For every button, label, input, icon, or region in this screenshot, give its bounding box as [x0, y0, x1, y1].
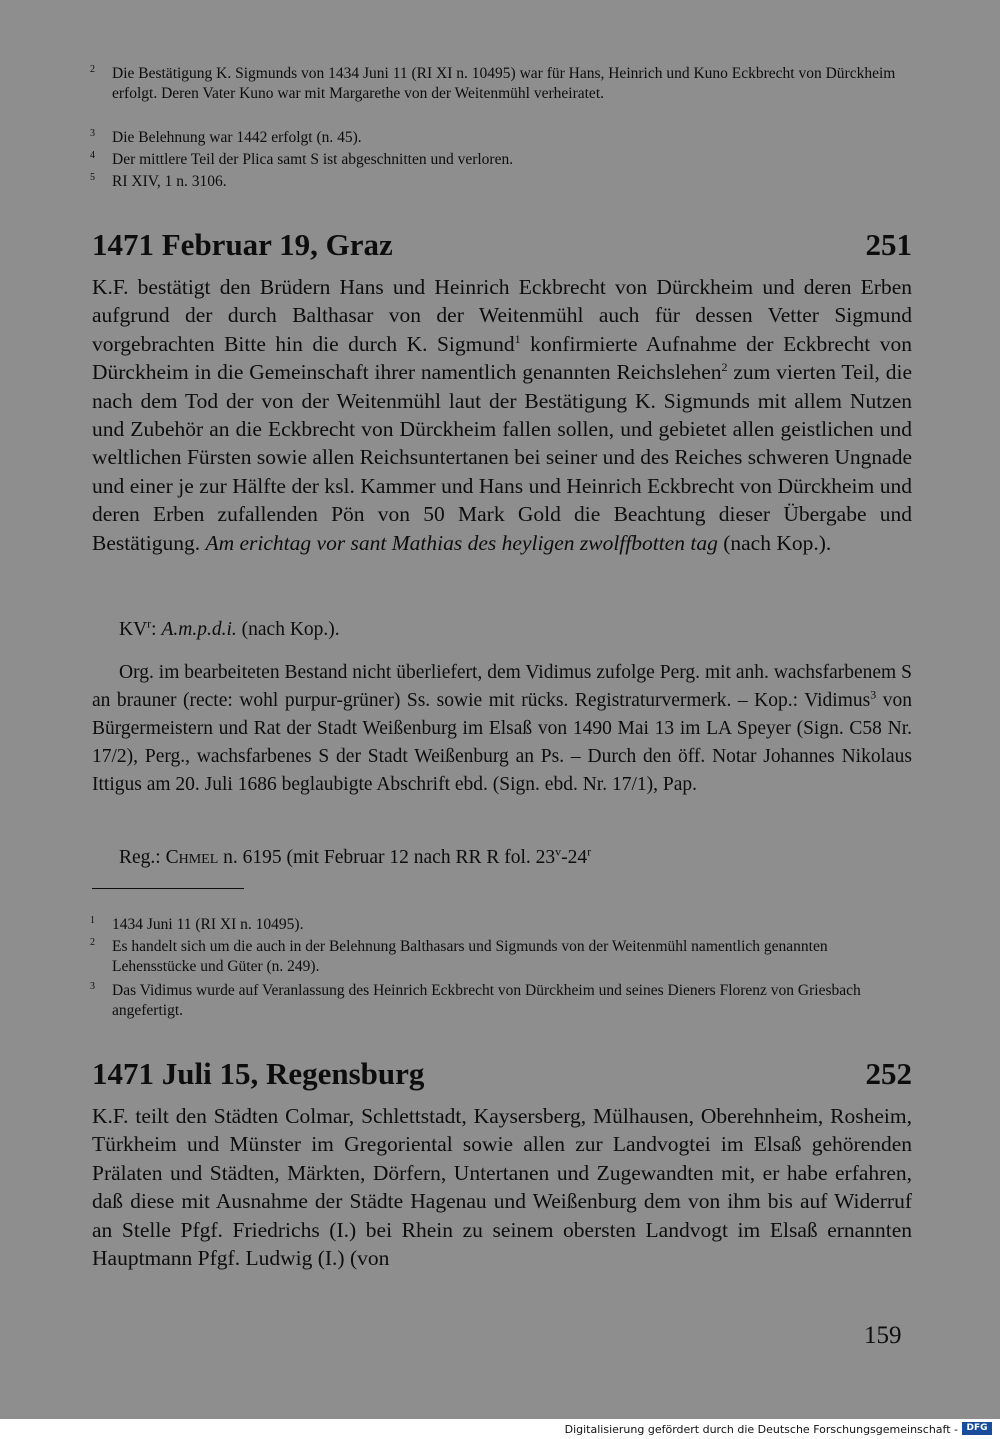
entry-number: 252 — [865, 1056, 912, 1091]
kv-colon: : — [151, 619, 162, 640]
footnote-text: Es handelt sich um die auch in der Belehnung Balthasars und Sigmunds von der Weitenmühl namentlich genannten Lehensstücke und Güter (n. 249). — [112, 938, 828, 975]
footnote-text: 1434 Juni 11 (RI XI n. 10495). — [112, 916, 304, 933]
entry-number: 251 — [865, 227, 912, 262]
kv-sup: r — [147, 616, 152, 631]
footnote-text: Das Vidimus wurde auf Veranlassung des Heinrich Eckbrecht von Dürckheim und seines Dieners Florenz von Griesbach angefertigt. — [112, 982, 861, 1019]
kv-rest: (nach Kop.). — [236, 619, 340, 640]
footnote-ref: 1 — [514, 331, 521, 346]
dating-clause: Am erichtag vor sant Mathias des heyligen zwolffbotten tag — [205, 530, 718, 555]
entry-date-place: 1471 Juli 15, Regensburg — [92, 1056, 425, 1091]
kv-italic: A.m.p.d.i. — [161, 619, 237, 640]
footnote — [90, 915, 912, 935]
footnote — [90, 128, 912, 148]
abstract-text: zum vierten Teil, die nach dem Tod der von der Weitenmühl laut der Bestätigung K. Sigmunds mit allem Nutzen und Zubehör an die Eckbrecht von Dürckheim fallen sollen, und gebietet allen geistlichen und weltlichen Fürsten sowie allen Reichsuntertanen bei seiner und des Reiches schweren Ungnade und einer je zur Hälfte der ksl. Kammer und Hans und Heinrich Eckbrecht von Dürckheim und deren Erben zufallenden Pön von 50 Mark Gold die Beachtung dieser Übergabe und Bestätigung. — [92, 360, 912, 555]
footnote-mark: 3 — [90, 128, 95, 139]
footnote-text: Die Belehnung war 1442 erfolgt (n. 45). — [112, 129, 362, 146]
footnote-mark: 2 — [90, 937, 95, 948]
reg-label: Reg.: — [119, 847, 166, 868]
reg-sup: v — [555, 844, 562, 859]
footnote-mark: 1 — [90, 915, 95, 926]
abstract-text: K.F. teilt den Städten Colmar, Schlettstadt, Kaysersberg, Mülhausen, Oberehnheim, Rosheim, Türkheim und Münster im Gregoriental sowie allen zur Landvogtei im Elsaß gehörenden Prälaten und Städten, Märkten, Dörfern, Untertanen und Zugewandten mit, er habe erfahren, daß diese mit Ausnahme der Städte Hagenau und Weißenburg dem von ihm bis auf Widerruf an Stelle Pfgf. Friedrichs (I.) bei Rhein zu seinem obersten Landvogt im Elsaß ernannten Hauptmann Pfgf. Ludwig (I.) (von — [92, 1104, 912, 1271]
footnote — [90, 981, 912, 1021]
abstract-text: (nach Kop.). — [717, 530, 832, 555]
footnote-text: Die Bestätigung K. Sigmunds von 1434 Juni 11 (RI XI n. 10495) war für Hans, Heinrich und Kuno Eckbrecht von Dürckheim erfolgt. Deren Vater Kuno war mit Margarethe von der Weitenmühl verheiratet. — [112, 65, 896, 102]
reg-sup: r — [587, 844, 592, 859]
entry-abstract — [92, 273, 912, 557]
tradition-text: Org. im bearbeiteten Bestand nicht überliefert, dem Vidimus zufolge Perg. mit anh. wachsfarbenem S an brauner (recte: wohl purpur-grüner) Ss. sowie mit rücks. Registraturvermerk. – Kop.: Vidimus — [92, 662, 912, 711]
footnote-mark: 4 — [90, 150, 95, 161]
reg-author: Chmel — [165, 847, 219, 868]
reg-text: n. 6195 (mit Februar 12 nach RR R fol. 23 — [218, 847, 556, 868]
kv-label: KV — [119, 619, 148, 640]
footnote — [90, 172, 912, 192]
dfg-logo: DFG — [962, 1422, 992, 1435]
page-number: 159 — [864, 1322, 902, 1349]
footnote — [90, 937, 912, 977]
reg-text: -24 — [561, 847, 588, 868]
footnote-ref: 3 — [870, 687, 877, 702]
entry-heading — [92, 227, 912, 263]
regest-reference — [92, 844, 912, 872]
entry-abstract — [92, 1102, 912, 1272]
footnote — [90, 64, 912, 104]
footer-text: Digitalisierung gefördert durch die Deutsche Forschungsgemeinschaft - — [564, 1423, 958, 1436]
footnote-text: Der mittlere Teil der Plica samt S ist abgeschnitten und verloren. — [112, 151, 514, 168]
footnote-mark: 5 — [90, 172, 95, 183]
footnote-mark: 3 — [90, 981, 95, 992]
footnote-divider — [92, 888, 244, 889]
abstract-text: konfirmierte Aufnahme der Eckbrecht von Dürckheim in die Gemeinschaft ihrer namentlich genannten Reichslehen — [92, 331, 912, 385]
footnote — [90, 150, 912, 170]
tradition-note — [92, 659, 912, 799]
abstract-text: K.F. bestätigt den Brüdern Hans und Heinrich Eckbrecht von Dürckheim und deren Erben aufgrund der durch Balthasar von der Weitenmühl auch für dessen Vetter Sigmund vorgebrachten Bitte hin die durch K. Sigmund — [92, 275, 912, 356]
footnote-ref: 2 — [721, 360, 728, 375]
digitization-footer — [0, 1419, 1000, 1439]
tradition-text: von Bürgermeistern und Rat der Stadt Weißenburg im Elsaß von 1490 Mai 13 im LA Speyer (Sign. C58 Nr. 17/2), Perg., wachsfarbenes S der Stadt Weißenburg an Ps. – Durch den öff. Notar Johannes Nikolaus Ittigus am 20. Juli 1686 beglaubigte Abschrift ebd. (Sign. ebd. Nr. 17/1), Pap. — [92, 690, 912, 795]
chancery-note — [92, 616, 912, 644]
footnote-mark: 2 — [90, 64, 95, 75]
entry-date-place: 1471 Februar 19, Graz — [92, 227, 393, 262]
footnote-text: RI XIV, 1 n. 3106. — [112, 173, 227, 190]
entry-heading — [92, 1056, 912, 1092]
